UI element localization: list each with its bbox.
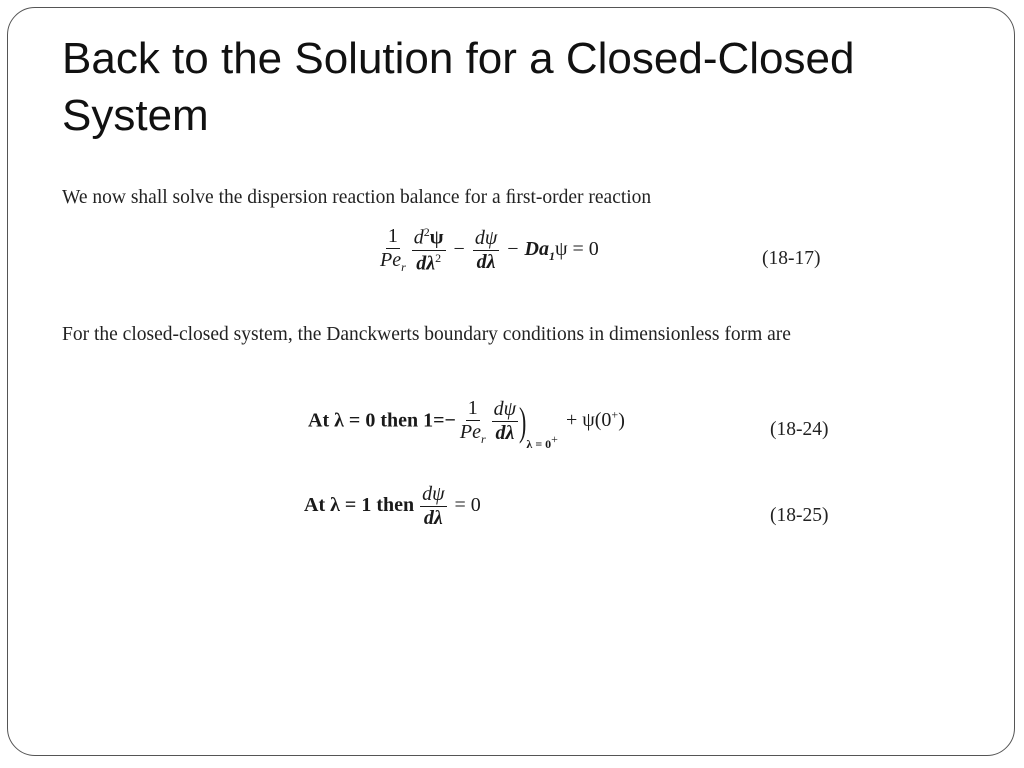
fraction-numerator: 1 (387, 225, 398, 248)
fraction-derivative (492, 399, 518, 444)
peclet-subscript: r (481, 432, 486, 446)
fraction-one-over-pe (458, 398, 488, 446)
d-lambda: dλ (423, 507, 443, 529)
equation-lead-text: At λ = 0 then 1=− (308, 409, 456, 432)
d-psi: dψ (422, 483, 445, 505)
d-lambda: dλ (476, 250, 496, 273)
evaluation-bar (519, 398, 558, 451)
equation-18-25 (304, 484, 481, 529)
exponent: 2 (435, 250, 442, 265)
fraction-numerator: 1 (467, 397, 478, 419)
equation-lead-text: At λ = 1 then (304, 494, 415, 517)
psi-symbol: ψ (429, 226, 444, 249)
peclet-symbol: Pe (380, 249, 402, 272)
d-psi: dψ (474, 226, 498, 249)
intro-paragraph: We now shall solve the dispersion reaction balance for a ﬁrst-order reaction (62, 187, 652, 208)
d-lambda: dλ (495, 422, 515, 445)
d-psi: dψ (493, 398, 517, 421)
fraction-derivative (420, 484, 446, 529)
d-lambda: dλ (416, 252, 436, 275)
peclet-symbol: Pe (459, 421, 481, 443)
equation-number-18-25: (18-25) (770, 505, 829, 526)
equation-number-18-24: (18-24) (770, 419, 829, 440)
closing-paren: ) (618, 409, 625, 432)
peclet-subscript: r (401, 260, 406, 275)
equation-number-18-17: (18-17) (762, 248, 821, 269)
equation-18-24 (308, 397, 625, 451)
equation-rhs: ψ = 0 (554, 237, 599, 260)
fraction-one-over-pe (378, 226, 408, 274)
minus-sign: − (453, 237, 465, 260)
fraction-first-derivative (473, 228, 499, 273)
boundary-conditions-paragraph: For the closed-closed system, the Danckwerts boundary conditions in dimensionless form are (62, 324, 791, 345)
minus-sign: − (507, 237, 519, 260)
equation-rhs: = 0 (454, 494, 481, 517)
slide-title: Back to the Solution for a Closed-Closed System (62, 34, 855, 140)
closing-paren-big: ) (519, 398, 527, 444)
evaluation-point: λ = 0 (526, 436, 552, 451)
d-symbol: d (413, 226, 424, 249)
fraction-second-derivative (412, 226, 446, 274)
equation-18-17 (376, 226, 599, 274)
damkohler-symbol: Da (524, 237, 549, 260)
plus-superscript: + (611, 407, 619, 422)
damkohler-subscript: 1 (548, 248, 555, 263)
exponent: 2 (423, 225, 430, 239)
psi-at-zero: + ψ(0 (565, 409, 612, 432)
plus-superscript: + (551, 431, 558, 446)
